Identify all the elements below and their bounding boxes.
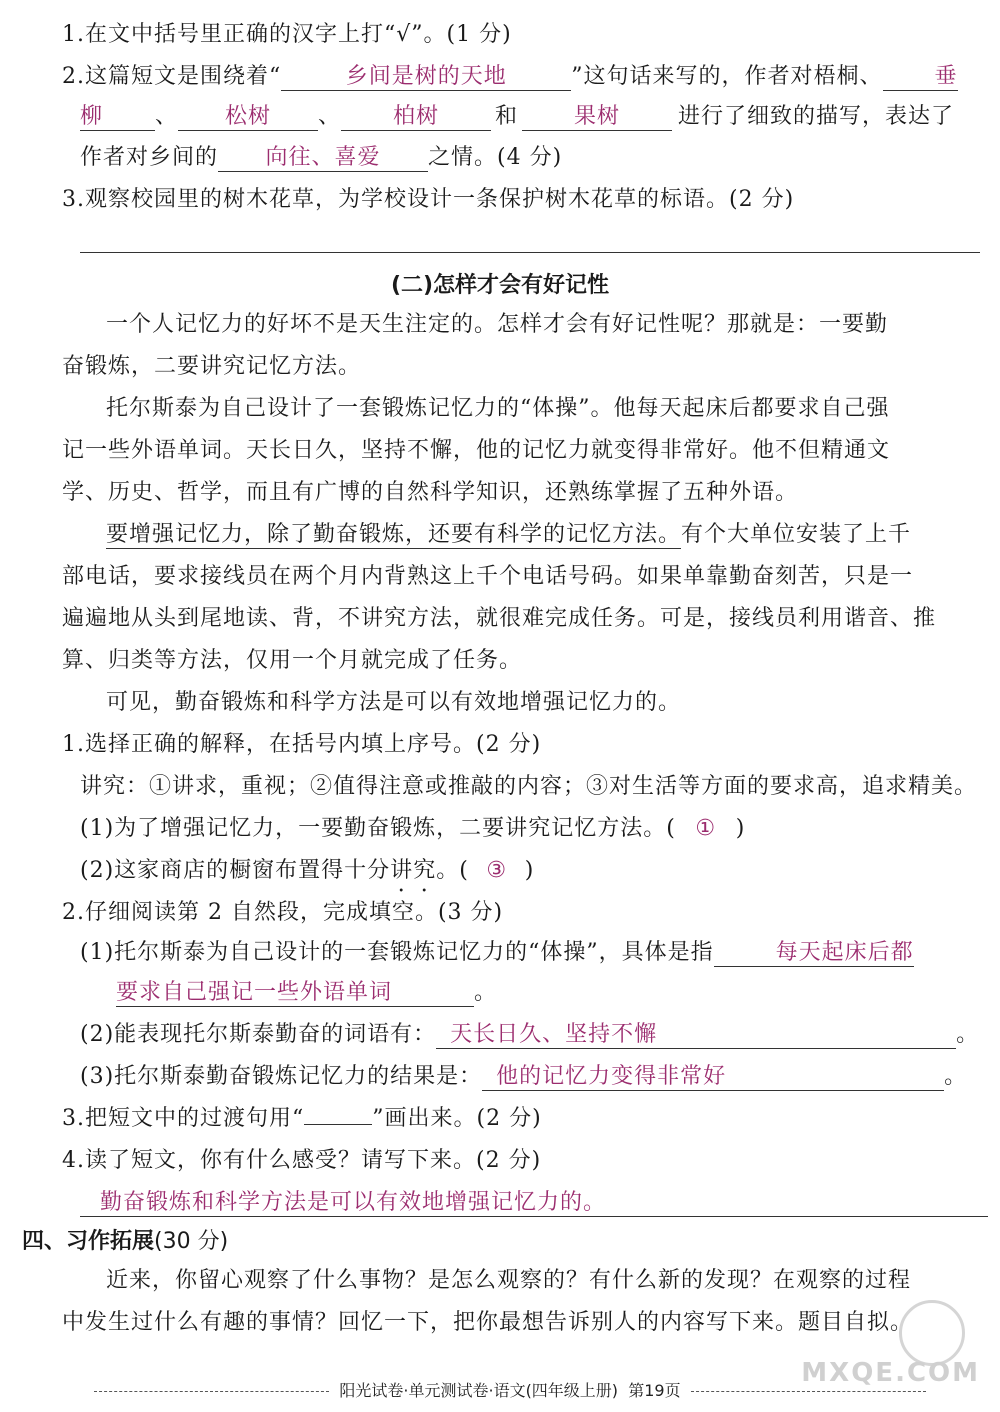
footer-divider-right <box>691 1391 926 1392</box>
q2-end: 之情。(4 分) <box>428 145 563 170</box>
watermark-logo <box>801 1300 980 1390</box>
emphasis-char-1: 讲 <box>390 858 414 883</box>
p2-q2-2-end: 。 <box>956 1022 980 1047</box>
p2-q1-1-dot2: 究 <box>528 816 552 841</box>
emphasis-char-2: 究 <box>413 858 437 883</box>
passage-p2-l3: 学、历史、哲学，而且有广博的自然科学知识，还熟练掌握了五种外语。 <box>62 480 799 505</box>
passage-p3-l3: 遍遍地从头到尾地读、背，不讲究方法，就很难完成任务。可是，接线员利用谐音、推 <box>62 606 937 631</box>
q2-pre3: 作者对乡间的 <box>80 145 219 170</box>
q2-and: 和 <box>495 104 519 129</box>
page-number: 第19页 <box>628 1381 681 1400</box>
p2-q3-pre: 3.把短文中的过渡句用“ <box>62 1106 305 1131</box>
p2-q1-1-dot1: 讲 <box>505 816 529 841</box>
p2-q2-1-pre: (1)托尔斯泰为自己设计的一套锻炼记忆力的“体操”，具体是指 <box>80 940 714 965</box>
passage-p1-l2: 奋锻炼，二要讲究记忆方法。 <box>62 354 362 379</box>
q2-line3 <box>80 143 562 173</box>
footer-divider-left <box>94 1391 329 1392</box>
passage-p3-l2: 部电话，要求接线员在两个月内背熟这上千个电话号码。如果单靠勤奋刻苦，只是一 <box>62 564 914 589</box>
p2-q1-2-close: ) <box>524 858 535 883</box>
p2-q1-1-pre: (1)为了增强记忆力，一要勤奋锻炼，二要 <box>80 816 506 841</box>
passage-p1-l1: 一个人记忆力的好坏不是天生注定的。怎样才会有好记性呢？那就是：一要勤 <box>106 312 889 337</box>
q3-text: 3.观察校园里的树木花草，为学校设计一条保护树木花草的标语。(2 分) <box>62 187 795 212</box>
q3-answer-line[interactable] <box>80 252 980 253</box>
p2-q1-1-post: 记忆方法。( <box>551 816 676 841</box>
p2-q1: 1.选择正确的解释，在括号内填上序号。(2 分) <box>62 732 542 757</box>
passage-p3-l1-rest: 有个大单位安装了上千 <box>681 522 912 547</box>
passage-p3-l1 <box>106 520 911 550</box>
page-footer <box>40 1378 980 1401</box>
q1-text: 1.在文中括号里正确的汉字上打“√”。(1 分) <box>62 22 512 47</box>
p2-q1-1-close: ) <box>735 816 746 841</box>
p2-q2-2-pre: (2)能表现托尔斯泰勤奋的词语有： <box>80 1022 437 1047</box>
q2-sep1: 、 <box>155 104 179 129</box>
p2-q2-2 <box>80 1020 979 1050</box>
underline-sample <box>304 1124 372 1125</box>
answer-blank-4[interactable]: 柏树 <box>341 104 491 131</box>
part4-l1: 近来，你留心观察了什么事物？是怎么观察的？有什么新的发现？在观察的过程 <box>106 1268 912 1293</box>
answer-blank-10[interactable]: 勤奋锻炼和科学方法是可以有效地增强记忆力的。 <box>80 1190 988 1217</box>
answer-blank-1[interactable]: 乡间是树的天地 <box>281 64 571 91</box>
passage-p4: 可见，勤奋锻炼和科学方法是可以有效地增强记忆力的。 <box>106 690 682 715</box>
p2-q4: 4.读了短文，你有什么感受？请写下来。(2 分) <box>62 1148 542 1173</box>
answer-blank-5[interactable]: 果树 <box>522 104 672 131</box>
part4-heading <box>22 1224 228 1255</box>
p2-q1-2 <box>80 856 534 886</box>
answer-blank-7b[interactable]: 要求自己强记一些外语单词 <box>116 980 474 1007</box>
p2-q3-post: ”画出来。(2 分) <box>372 1106 542 1131</box>
answer-paren-2[interactable]: ③ <box>486 858 508 883</box>
answer-blank-8[interactable]: 天长日久、坚持不懈 <box>436 1022 956 1049</box>
answer-blank-6[interactable]: 向往、喜爱 <box>218 145 428 172</box>
watermark-circle-icon <box>899 1300 965 1366</box>
q2-mid1: ”这句话来写的，作者对梧桐、 <box>571 64 883 89</box>
q2-pre: 2.这篇短文是围绕着“ <box>62 64 282 89</box>
answer-blank-2a[interactable]: 垂 <box>883 64 958 91</box>
q2-line2 <box>80 102 954 132</box>
answer-blank-2b[interactable]: 柳 <box>80 104 155 131</box>
p2-q4-answer-line[interactable] <box>80 1188 988 1218</box>
part4-heading-text: 四、习作拓展 <box>22 1229 155 1254</box>
watermark-text: MXQE.COM <box>801 1358 980 1388</box>
p2-q1-2-post: 。( <box>436 858 469 883</box>
p2-q2-3-pre: (3)托尔斯泰勤奋锻炼记忆力的结果是： <box>80 1064 483 1089</box>
p2-q1-1 <box>80 814 745 844</box>
part4-l2: 中发生过什么有趣的事情？回忆一下，把你最想告诉别人的内容写下来。题目自拟。 <box>62 1310 914 1335</box>
p2-q1-2-pre: (2)这家商店的橱窗布置得十分 <box>80 858 391 883</box>
answer-blank-7a[interactable]: 每天起床后都 <box>714 940 914 967</box>
p2-q2-1-l2 <box>116 978 497 1008</box>
passage-p2-l2: 记一些外语单词。天长日久，坚持不懈，他的记忆力就变得非常好。他不但精通文 <box>62 438 891 463</box>
p2-q1-def: 讲究：①讲求，重视；②值得注意或推敲的内容；③对生活等方面的要求高，追求精美。 <box>80 774 978 799</box>
passage-title: (二)怎样才会有好记性 <box>390 273 610 298</box>
p2-q2-1-l1 <box>80 938 914 968</box>
transition-sentence: 要增强记忆力，除了勤奋锻炼，还要有科学的记忆方法。 <box>106 522 682 547</box>
answer-blank-3[interactable]: 松树 <box>178 104 318 131</box>
passage-p3-l4: 算、归类等方法，仅用一个月就完成了任务。 <box>62 648 523 673</box>
p2-q2: 2.仔细阅读第 2 自然段，完成填空。(3 分) <box>62 900 504 925</box>
q2-sep2: 、 <box>318 104 342 129</box>
answer-paren-1[interactable]: ① <box>695 816 717 841</box>
p2-q2-3-end: 。 <box>944 1064 968 1089</box>
q2-mid2: 进行了细致的描写，表达了 <box>678 104 955 129</box>
q2-line1 <box>62 62 958 92</box>
footer-text: 阳光试卷·单元测试卷·语文(四年级上册) <box>339 1381 619 1400</box>
p2-q2-1-end: 。 <box>474 980 498 1005</box>
part4-score: (30 分) <box>154 1229 229 1254</box>
answer-blank-9[interactable]: 他的记忆力变得非常好 <box>482 1064 944 1091</box>
p2-q2-3 <box>80 1062 967 1092</box>
passage-p2-l1: 托尔斯泰为自己设计了一套锻炼记忆力的“体操”。他每天起床后都要求自己强 <box>106 396 890 421</box>
p2-q3 <box>62 1104 542 1134</box>
